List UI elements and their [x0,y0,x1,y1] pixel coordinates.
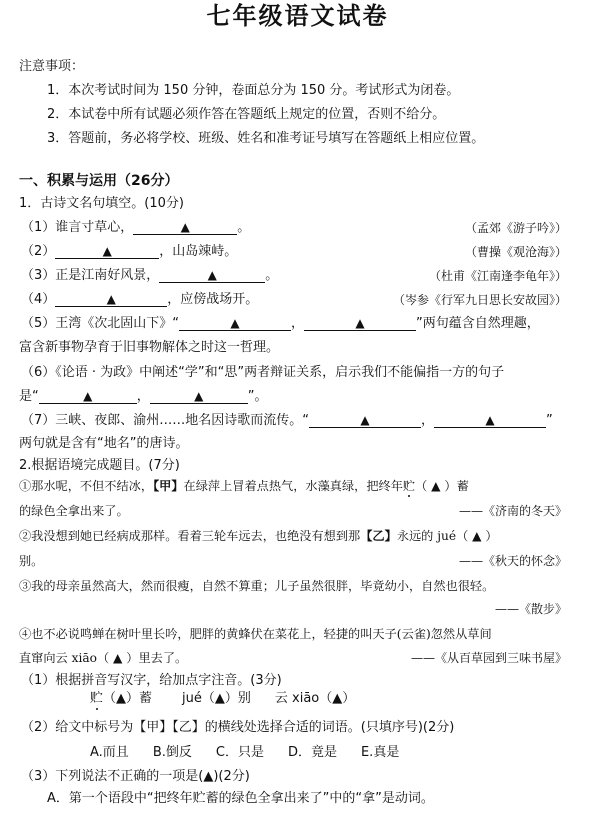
q1-heading: 1．古诗文名句填空。(10分) [19,196,184,211]
notice-heading: 注意事项： [19,59,85,74]
q2-heading: 2.根据语境完成题目。(7分) [19,458,180,473]
q2-sub3-option-a: A．第一个语段中“把终年贮蓄的绿色全拿出来了”中的“拿”是动词。 [47,791,434,806]
q2-passage-1-line2: 的绿色全拿出来了。 [19,504,129,518]
q1-item-6: （6）《论语 · 为政》中阐述“学”和“思”两者辩证关系，启示我们不能偏指一方的句子 [21,365,505,380]
answer-blank[interactable]: ▲ [39,390,137,404]
q2-sub1-blanks: 贮（▲）蓄 jué（▲）别 云 xiāo（▲） [90,691,356,706]
q1-item-6-answer: 是“ ▲ ， ▲ ”。 [19,389,268,404]
q2-passage-3-source: ——《散步》 [494,602,567,616]
q1-item-7: （7）三峡、夜郎、渝州……地名因诗歌而流传。“ ▲ ， ▲ ” [21,413,553,428]
q2-passage-1-source: ——《济南的冬天》 [458,504,567,518]
q1-item-4: （4） ▲ ，应傍战场开。 [21,292,259,307]
option-a[interactable]: A.而且 [90,745,129,760]
q1-item-4-source: （岑参《行军九日思长安故园》） [392,293,567,307]
q2-passage-2-line2: 别。 [19,554,44,568]
q2-passage-4-line2: 直窜向云 xiāo（ ▲ ）里去了。 [19,651,188,665]
answer-blank[interactable]: ▲ [159,269,265,283]
option-e[interactable]: E.真是 [360,745,400,760]
q2-sub2-question: （2）给文中标号为【甲】【乙】的横线处选择合适的词语。(只填序号)(2分) [21,720,455,735]
q1-item-1-source: （孟郊《游子吟》） [464,221,567,235]
q2-sub2-options [90,746,399,759]
q1-item-3-source: （杜甫《江南逢李龟年》） [428,269,567,283]
q2-passage-4-source: ——《从百草园到三味书屋》 [410,651,567,665]
q1-item-7-cont: 两句就是含有“地名”的唐诗。 [19,436,189,451]
q1-item-2-source: （曹操《观沧海》） [464,245,567,259]
notice-item-1: 1．本次考试时间为 150 分钟，卷面总分为 150 分。考试形式为闭卷。 [47,83,460,98]
q2-sub3-question: （3）下列说法不正确的一项是(▲)(2分) [21,769,250,784]
answer-blank[interactable]: ▲ [304,317,416,331]
answer-blank[interactable]: ▲ [133,221,237,235]
q1-item-2: （2） ▲ ，山岛竦峙。 [21,244,238,259]
option-b[interactable]: B.倒反 [152,745,192,760]
answer-blank[interactable]: ▲ [309,414,421,428]
answer-blank[interactable]: ▲ [179,317,291,331]
q2-passage-1: ①那水呢，不但不结冰，【甲】在绿萍上冒着点热气，水藻真绿，把终年贮（ ▲ ）蓄 [19,479,469,493]
q1-item-5-cont: 富含新事物孕育于旧事物解体之时这一哲理。 [19,340,280,355]
notice-item-3: 3．答题前，务必将学校、班级、姓名和准考证号填写在答题纸上相应位置。 [47,131,485,146]
q1-item-3: （3）正是江南好风景， ▲ 。 [21,268,279,283]
answer-blank[interactable]: ▲ [434,414,546,428]
exam-title: 七年级语文试卷 [206,1,389,30]
q1-item-5: （5）王湾《次北固山下》“ ▲ ， ▲ ”两句蕴含自然理趣， [21,316,540,331]
option-d[interactable]: D．竟是 [287,745,337,760]
answer-blank[interactable]: ▲ [150,390,248,404]
notice-item-2: 2．本试卷中所有试题必须作答在答题纸上规定的位置，否则不给分。 [47,107,446,122]
q2-passage-2: ②我没想到她已经病成那样。看着三轮车远去，也绝没有想到那【乙】永远的 jué（ ▲ ） [19,529,498,543]
q2-passage-2-source: ——《秋天的怀念》 [458,554,567,568]
q2-passage-3: ③我的母亲虽然高大，然而很瘦，自然不算重；儿子虽然很胖，毕竟幼小，自然也很轻。 [19,579,495,593]
q2-sub1-question: （1）根据拼音写汉字，给加点字注音。(3分) [21,673,282,688]
answer-blank[interactable]: ▲ [55,293,167,307]
q1-item-1: （1）谁言寸草心， ▲ 。 [21,220,251,235]
section1-heading: 一、积累与运用（26分） [19,173,179,189]
answer-blank[interactable]: ▲ [55,245,159,259]
q2-passage-4: ④也不必说鸣蝉在树叶里长吟，肥胖的黄蜂伏在菜花上，轻捷的叫天子(云雀)忽然从草间 [19,627,492,641]
option-c[interactable]: C．只是 [215,745,264,760]
